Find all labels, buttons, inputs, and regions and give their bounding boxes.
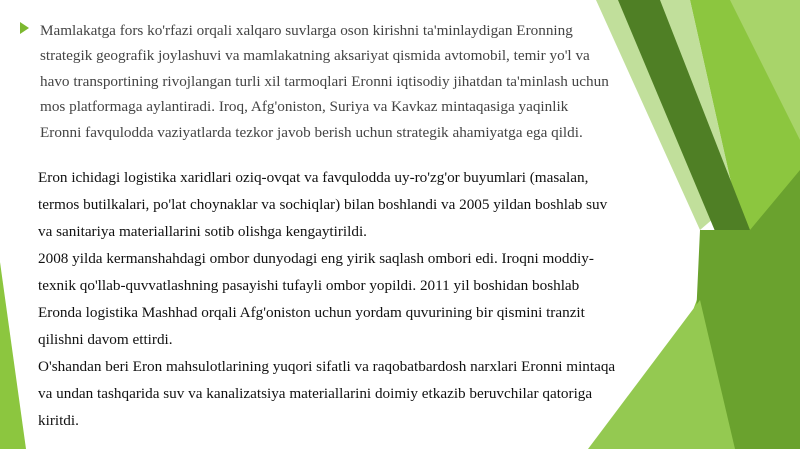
bullet-block bbox=[20, 18, 610, 145]
body-text bbox=[38, 164, 618, 434]
bullet-arrow-icon bbox=[20, 22, 29, 34]
body-paragraph: 2008 yilda kermanshahdagi ombor dunyodagi eng yirik saqlash ombori edi. Iroqni moddiy-texnik qo'llab-quvvatlashning pasayishi tufayli ombor yopildi. 2011 yil boshidan boshlab Eronda logistika Mashhad orqali Afg'oniston uchun yordam quvurining bir qismini tranzit qilishni davom ettirdi. bbox=[38, 250, 594, 348]
left-green-strip bbox=[0, 262, 26, 449]
bullet-text: Mamlakatga fors ko'rfazi orqali xalqaro suvlarga oson kirishni ta'minlaydigan Eronning strategik geografik joylashuvi va mamlakatning aksariyat qismida avtomobil, temir yo'l va havo transportining rivojlangan turli xil tarmoqlari Eronni iqtisodiy jihatdan ta'minlash uchun mos platformaga aylantiradi. Iroq, Afg'oniston, Suriya va Kavkaz mintaqasiga yaqinlik Eronni favqulodda vaziyatlarda tezkor javob berish uchun strategik ahamiyatga ega qildi. bbox=[40, 22, 609, 141]
body-paragraph: O'shandan beri Eron mahsulotlarining yuqori sifatli va raqobatbardosh narxlari Eronni mintaqa va undan tashqarida suv va kanalizatsiya materiallarini doimiy etkazib beruvchilar qatoriga kiritdi. bbox=[38, 358, 616, 429]
body-paragraph: Eron ichidagi logistika xaridlari oziq-ovqat va favqulodda uy-ro'zg'or buyumlari (masalan, termos butilkalari, po'lat choynaklar va sochiqlar) bilan boshlandi va 2005 yildan boshlab suv va sanitariya materiallarini sotib olishga kengaytirildi. bbox=[38, 169, 608, 240]
